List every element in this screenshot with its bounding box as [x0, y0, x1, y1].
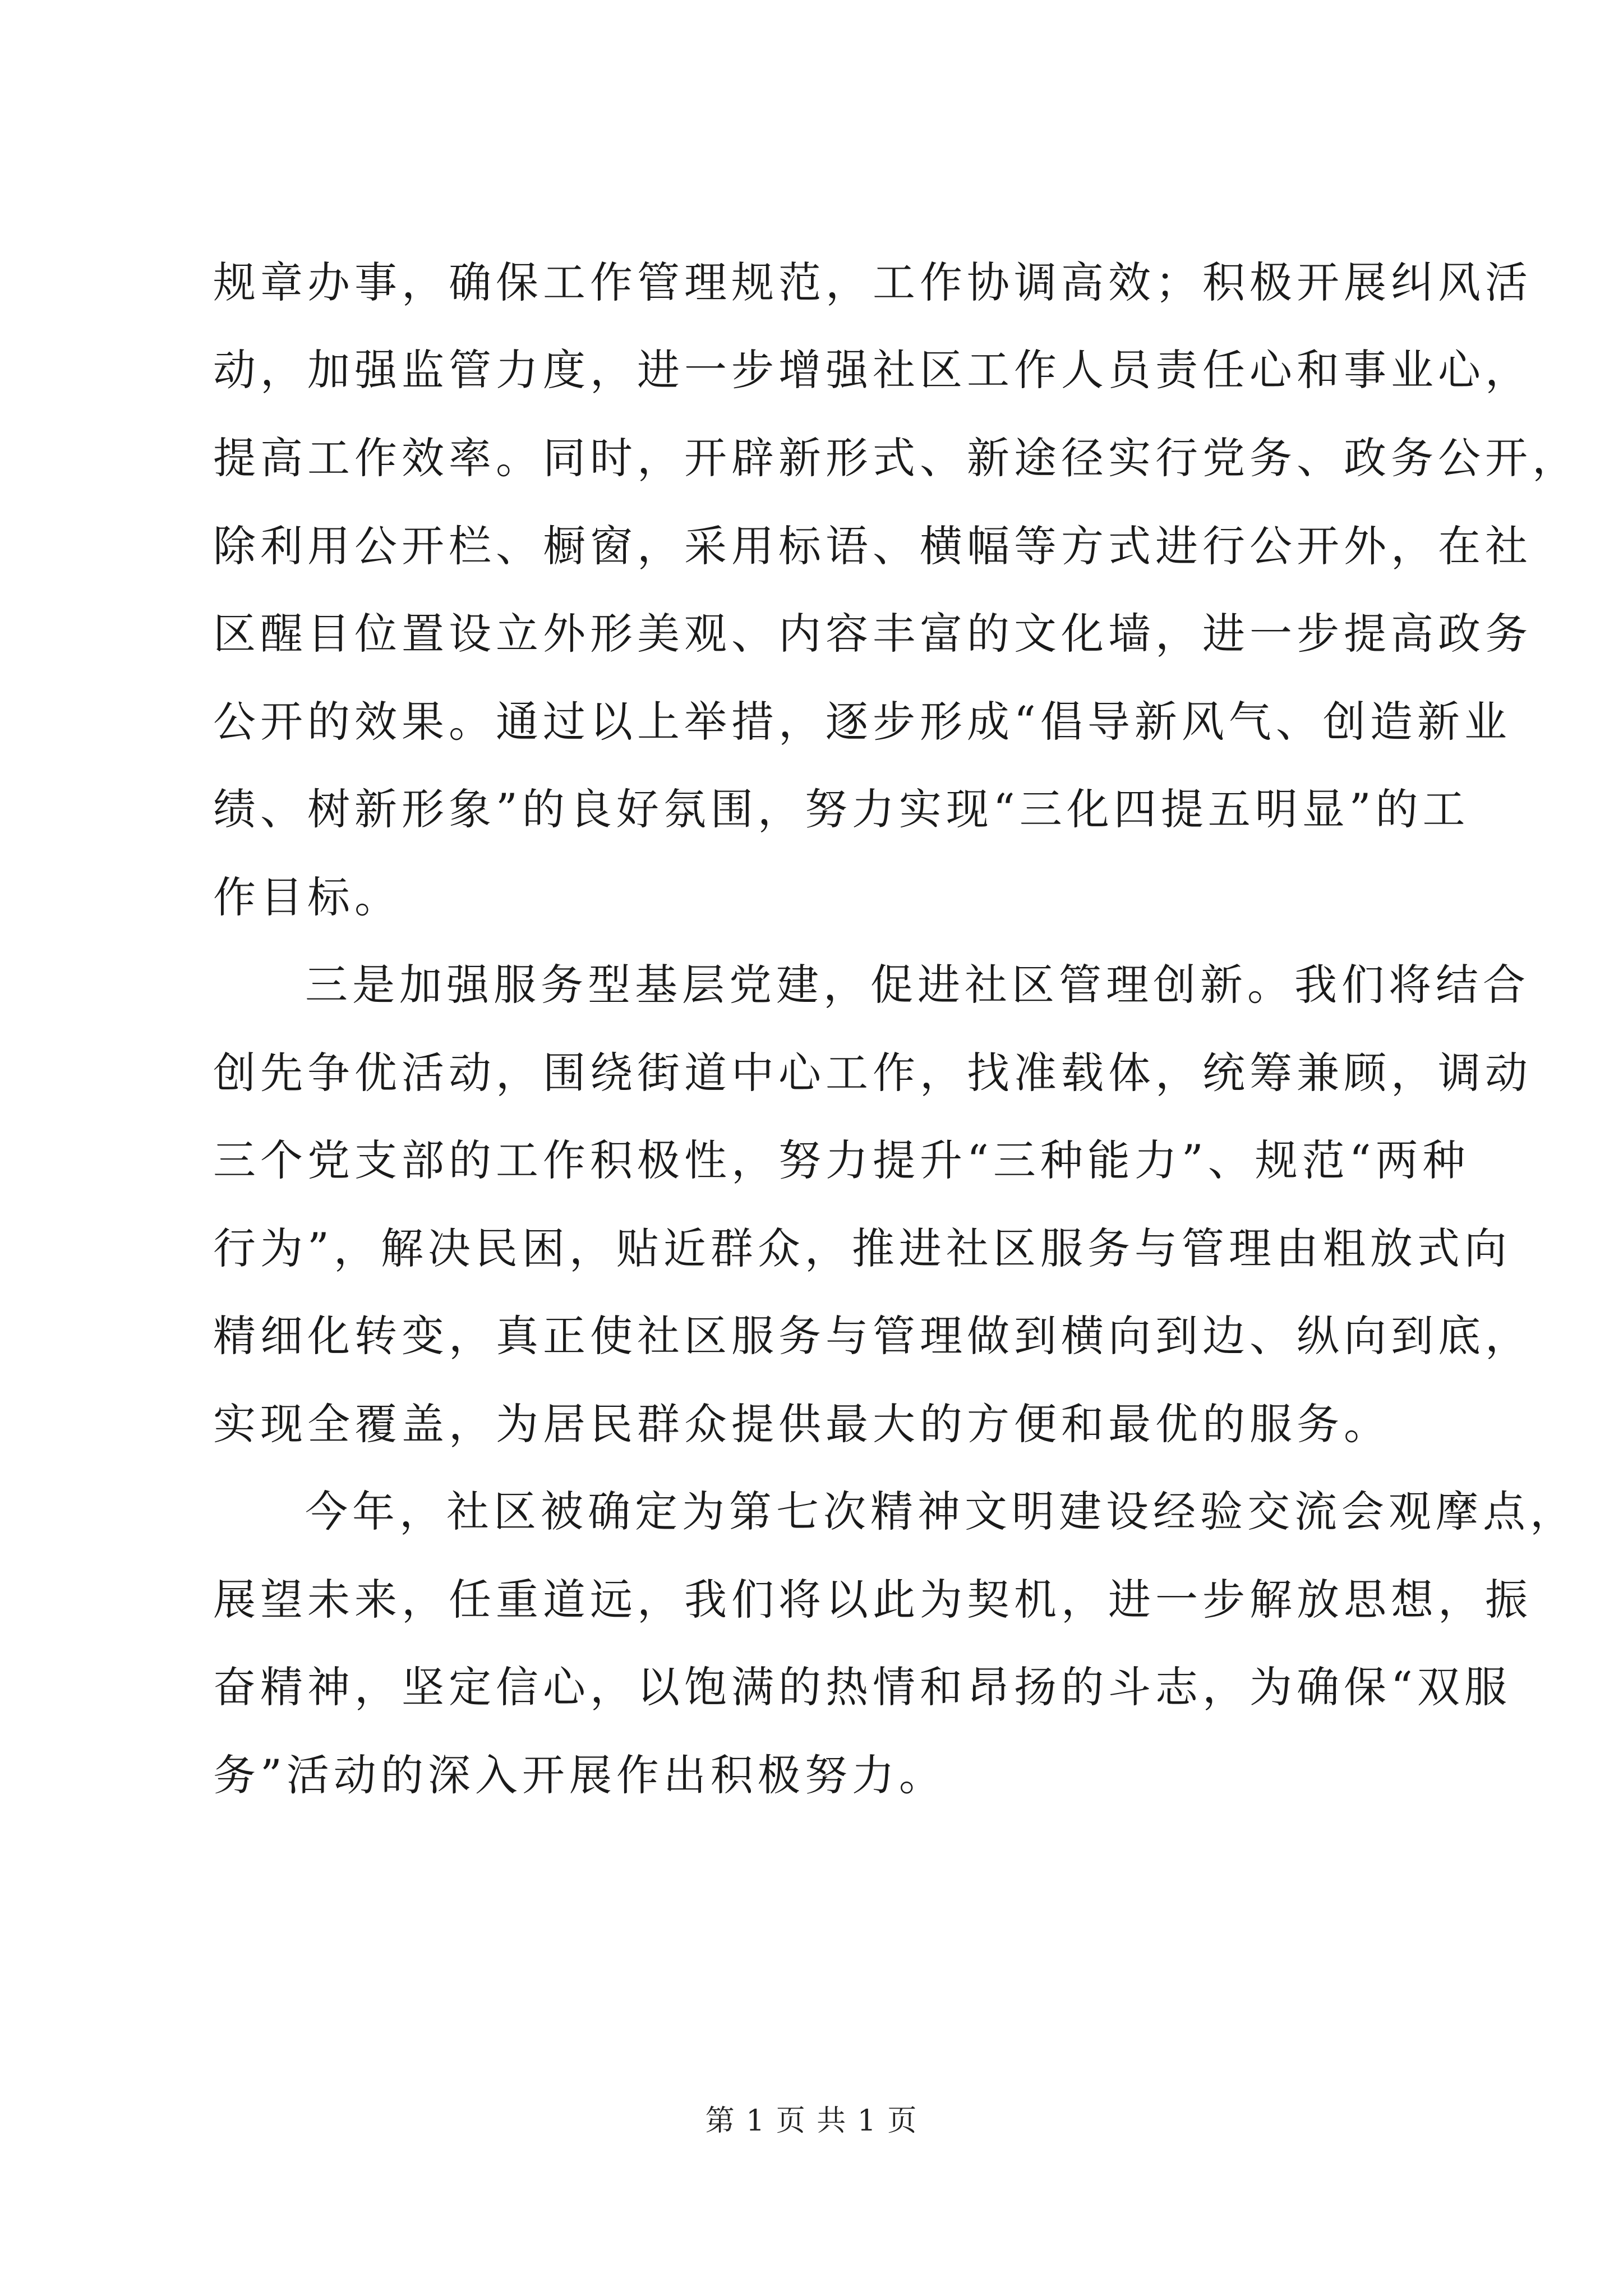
paragraph-1-line-1: 规章办事，确保工作管理规范，工作协调高效；积极开展纠风活	[213, 257, 1532, 307]
paragraph-2-line-2: 创先争优活动，围绕街道中心工作，找准载体，统筹兼顾，调动	[213, 1048, 1532, 1098]
paragraph-2-line-4: 行为”，解决民困，贴近群众，推进社区服务与管理由粗放式向	[213, 1223, 1511, 1273]
paragraph-1-line-2: 动，加强监管力度，进一步增强社区工作人员责任心和事业心，	[213, 345, 1532, 395]
paragraph-3-line-3: 奋精神，坚定信心，以饱满的热情和昂扬的斗志，为确保“双服	[213, 1662, 1511, 1712]
paragraph-1-line-8: 作目标。	[213, 872, 402, 922]
paragraph-1-line-5: 区醒目位置设立外形美观、内容丰富的文化墙，进一步提高政务	[213, 609, 1532, 659]
paragraph-2-line-1: 三是加强服务型基层党建，促进社区管理创新。我们将结合	[305, 960, 1530, 1010]
paragraph-3-line-4: 务”活动的深入开展作出积极努力。	[213, 1750, 946, 1800]
paragraph-1-line-6: 公开的效果。通过以上举措，逐步形成“倡导新风气、创造新业	[213, 697, 1511, 747]
paragraph-1-line-4: 除利用公开栏、橱窗，采用标语、横幅等方式进行公开外，在社	[213, 521, 1532, 571]
paragraph-2-line-6: 实现全覆盖，为居民群众提供最大的方便和最优的服务。	[213, 1399, 1391, 1449]
paragraph-1-line-7: 绩、树新形象”的良好氛围，努力实现“三化四提五明显”的工	[213, 784, 1470, 834]
paragraph-3-line-2: 展望未来，任重道远，我们将以此为契机，进一步解放思想，振	[213, 1575, 1532, 1625]
paragraph-1-line-3: 提高工作效率。同时，开辟新形式、新途径实行党务、政务公开，	[213, 433, 1579, 483]
paragraph-2-line-3: 三个党支部的工作积极性，努力提升“三种能力”、规范“两种	[213, 1135, 1470, 1185]
page-number-footer: 第 1 页 共 1 页	[705, 2104, 918, 2138]
paragraph-2-line-5: 精细化转变，真正使社区服务与管理做到横向到边、纵向到底，	[213, 1311, 1532, 1361]
paragraph-3-line-1: 今年，社区被确定为第七次精神文明建设经验交流会观摩点，	[305, 1487, 1577, 1536]
